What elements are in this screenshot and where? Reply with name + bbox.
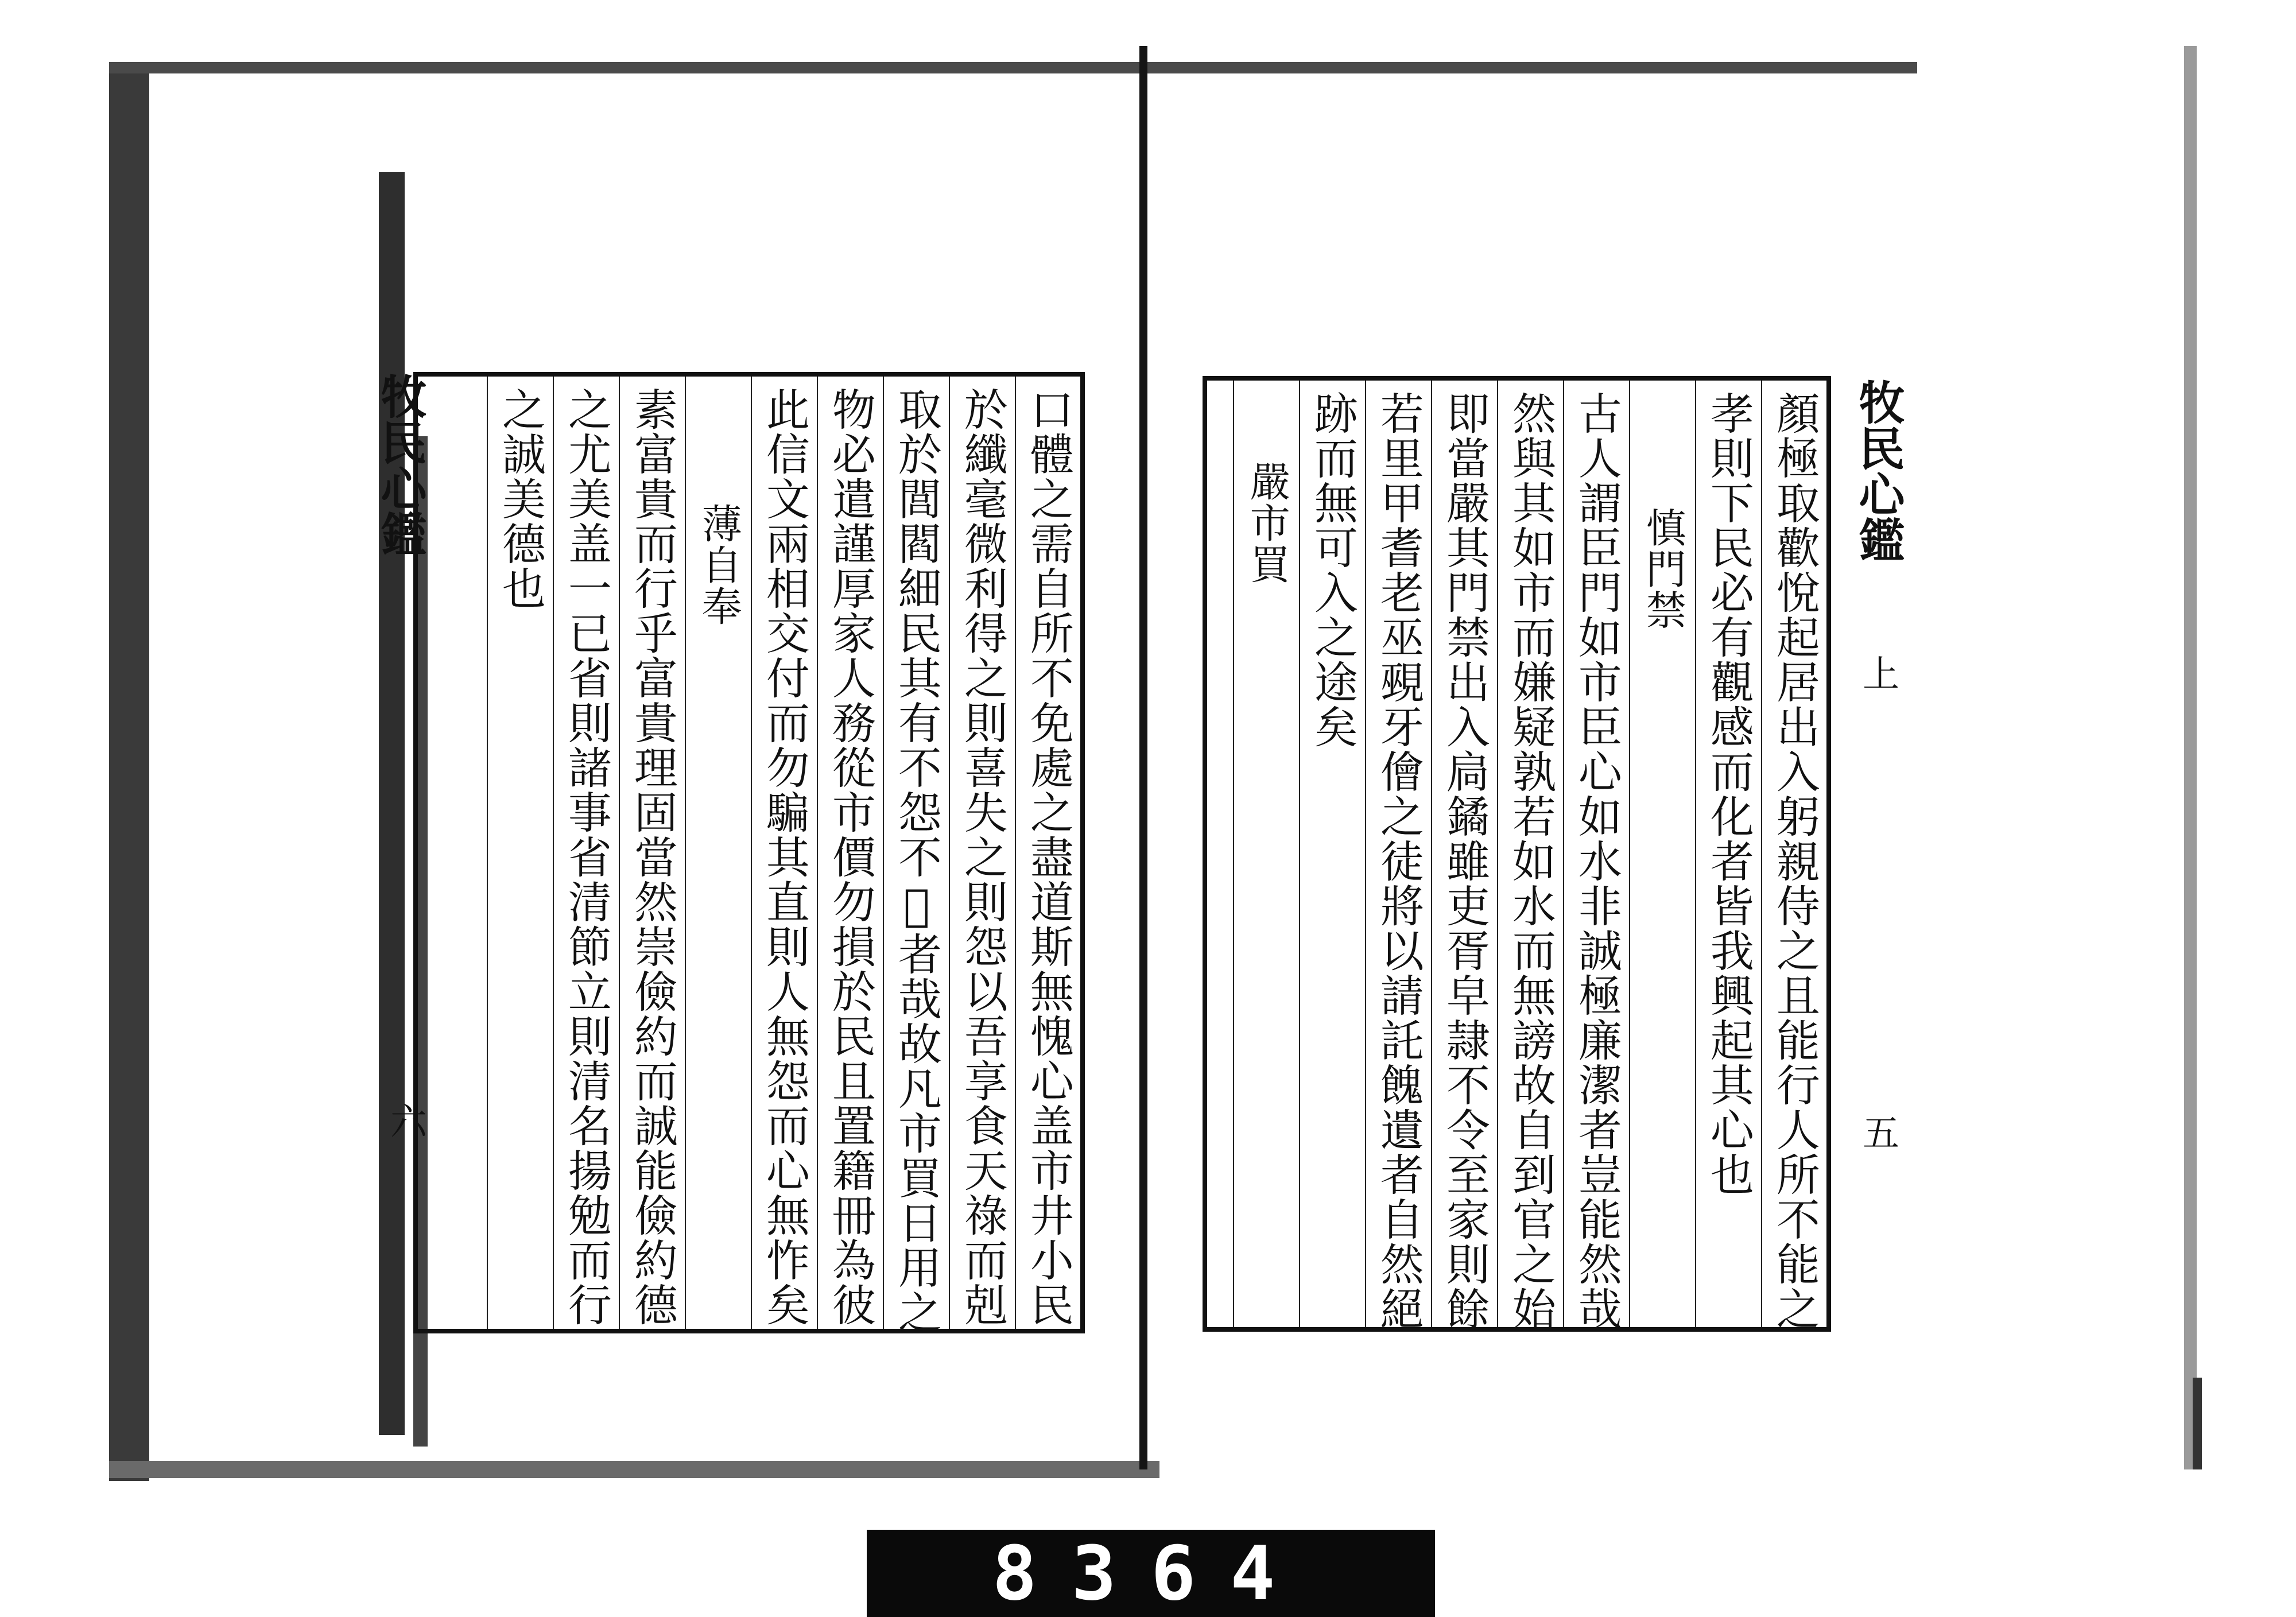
scan-shadow-top (109, 62, 1917, 73)
scan-edge-right (2184, 46, 2197, 1469)
left-col-9 (487, 377, 553, 1329)
right-col-7 (1365, 381, 1431, 1331)
left-col-2 (949, 377, 1015, 1329)
left-col-1 (1015, 377, 1081, 1329)
text-column: 然與其如市而嫌疑孰若如水而無謗故自到官之始 (1505, 391, 1557, 1331)
right-page-book-title: 牧民心鑑 (1851, 379, 1905, 563)
text-column: 即當嚴其門禁出入扃鐍雖吏胥皁隷不令至家則餘 (1439, 391, 1491, 1331)
text-column: 古人謂臣門如市臣心如水非誠極廉潔者豈能然哉 (1571, 391, 1623, 1331)
right-col-5 (1497, 381, 1563, 1331)
left-page-book-title: 牧民心鑑 (373, 373, 427, 557)
archive-number-stamp (867, 1530, 1435, 1617)
left-page-folio: 六 (384, 1102, 426, 1139)
text-column: 素富貴而行乎富貴理固當然崇儉約而誠能儉約德 (627, 387, 678, 1327)
text-column: 跡而無可入之途矣 (1307, 391, 1359, 749)
right-col-empty (1207, 381, 1233, 1327)
right-col-8 (1299, 381, 1365, 1327)
text-column: 此信文兩相交付而勿騙其直則人無怨而心無怍矣 (759, 387, 810, 1327)
left-page-text-frame (413, 372, 1085, 1333)
text-column: 若里甲耆老巫覡牙儈之徒將以請託餽遺者自然絕 (1373, 391, 1425, 1331)
left-col-6 (685, 377, 751, 1329)
right-col-6 (1431, 381, 1497, 1331)
archive-number: 8364 (992, 1530, 1310, 1617)
left-col-4 (817, 377, 883, 1329)
scan-shadow-bottom (109, 1461, 1159, 1478)
text-column: 物必遣謹厚家人務從市價勿損於民且置籍冊為彼 (825, 387, 876, 1327)
book-spine-shadow (379, 172, 405, 1435)
right-col-1 (1761, 381, 1827, 1331)
text-column: 之尤美盖一已省則諸事省清節立則清名揚勉而行 (561, 387, 612, 1327)
right-col-3 (1629, 381, 1695, 1327)
right-page-folio: 五 (1856, 1114, 1899, 1150)
left-col-7 (619, 377, 685, 1329)
text-column: 口體之需自所不免處之盡道斯無愧心盖市井小民 (1023, 387, 1075, 1327)
right-page-text-frame (1203, 376, 1831, 1332)
right-col-4 (1563, 381, 1629, 1331)
text-column: 之誠美德也 (495, 387, 546, 611)
left-col-8 (553, 377, 619, 1329)
text-column: 顏極取歡悅起居出入躬親侍之且能行人所不能之 (1769, 391, 1821, 1331)
text-column: 取於閭閻細民其有不怨不𧶼者哉故凡市買日用之 (891, 387, 943, 1335)
page-gutter (1139, 46, 1147, 1469)
left-col-3 (883, 377, 949, 1335)
left-col-empty (418, 377, 487, 1329)
section-heading: 薄自奉 (695, 503, 743, 627)
left-col-5 (751, 377, 817, 1329)
scan-shadow-left (109, 63, 149, 1481)
section-heading: 慎門禁 (1639, 507, 1687, 631)
right-page-volume: 上 (1856, 654, 1899, 691)
text-column: 於纖毫微利得之則喜失之則怨以吾享食天祿而剋 (957, 387, 1009, 1327)
text-column: 孝則下民必有觀感而化者皆我興起其心也 (1703, 391, 1755, 1197)
section-heading: 嚴市買 (1243, 461, 1291, 585)
scan-edge-right-dark (2193, 1378, 2202, 1469)
right-col-2 (1695, 381, 1761, 1327)
right-col-9 (1233, 381, 1299, 1327)
